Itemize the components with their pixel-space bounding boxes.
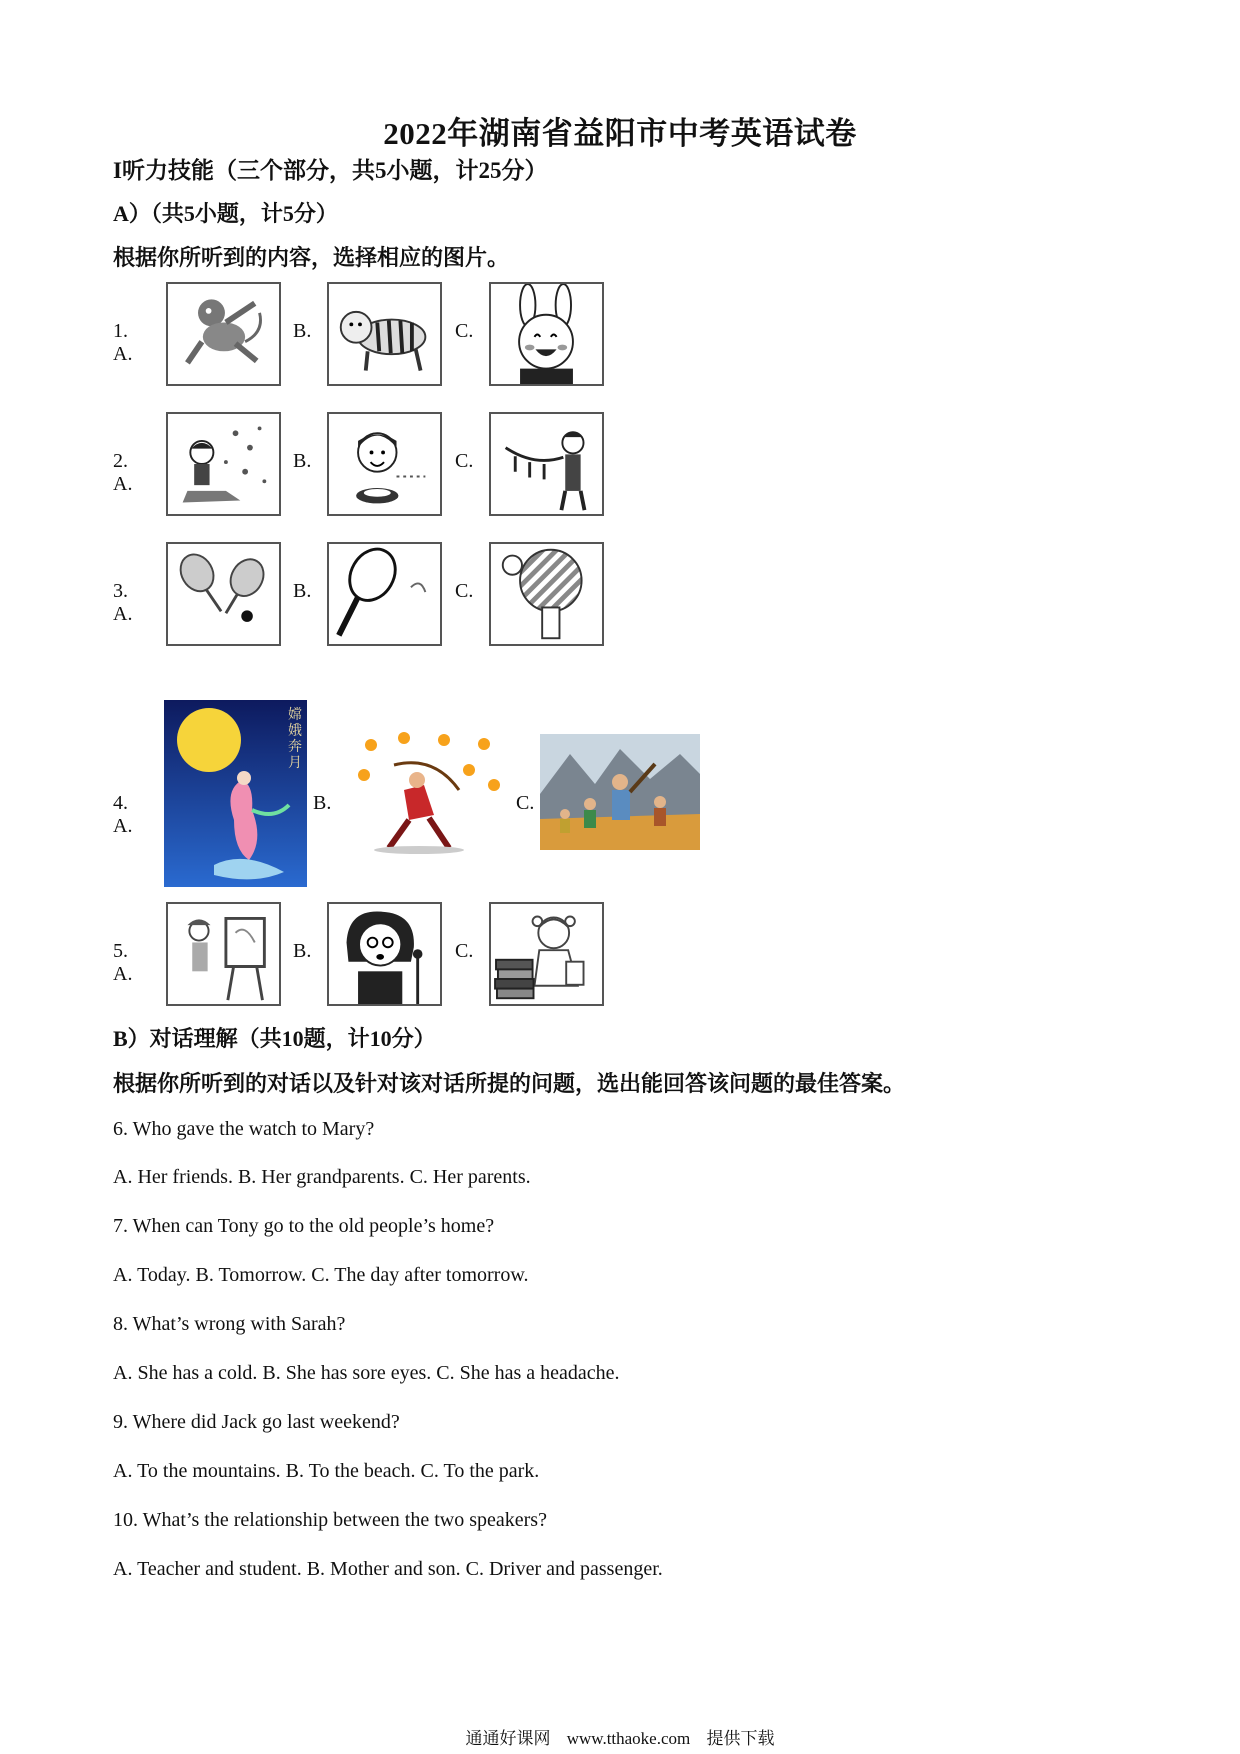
question-number: 3. A. xyxy=(113,580,133,625)
houyi-shooting-suns-icon xyxy=(349,730,509,855)
question-number: 5. A. xyxy=(113,940,133,985)
boy-swimming-icon xyxy=(327,412,442,516)
option-c-label: C. xyxy=(516,792,535,814)
question-9: 9. Where did Jack go last weekend? xyxy=(113,1411,400,1433)
section-heading: I听力技能（三个部分，共5小题，计25分） xyxy=(113,158,548,183)
reading-girl-icon xyxy=(489,902,604,1006)
question-6: 6. Who gave the watch to Mary? xyxy=(113,1118,375,1140)
answer-options-8: A. She has a cold. B. She has sore eyes. C. She has a headache. xyxy=(113,1362,620,1384)
tiger-icon xyxy=(327,282,442,386)
footer-note: 提供下载 xyxy=(706,1729,775,1748)
answer-options-7: A. Today. B. Tomorrow. C. The day after tomorrow. xyxy=(113,1264,529,1286)
answer-options-9: A. To the mountains. B. To the beach. C. To the park. xyxy=(113,1460,540,1482)
moon-caption: 嫦娥奔月 xyxy=(288,708,302,771)
option-c-label: C. xyxy=(455,580,474,602)
question-number: 1. A. xyxy=(113,320,133,365)
option-c-label: C. xyxy=(455,320,474,342)
monkey-icon xyxy=(166,282,281,386)
answer-options-6: A. Her friends. B. Her grandparents. C. Her parents. xyxy=(113,1166,531,1188)
option-b-label: B. xyxy=(293,580,312,602)
footer-site-name: 通通好课网 xyxy=(465,1729,551,1748)
singing-girl-icon xyxy=(327,902,442,1006)
part-b-heading: B）对话理解（共10题，计10分） xyxy=(113,1026,436,1051)
boy-leaves-icon xyxy=(166,412,281,516)
change-flying-to-moon-icon xyxy=(164,700,307,887)
option-b-label: B. xyxy=(313,792,332,814)
answer-options-10: A. Teacher and student. B. Mother and son. C. Driver and passenger. xyxy=(113,1558,663,1580)
ping-pong-paddle-icon xyxy=(489,542,604,646)
badminton-icon xyxy=(166,542,281,646)
option-b-label: B. xyxy=(293,450,312,472)
yugong-moving-mountains-icon xyxy=(540,734,700,850)
question-number: 2. A. xyxy=(113,450,133,495)
part-b-instruction: 根据你所听到的对话以及针对该对话所提的问题，选出能回答该问题的最佳答案。 xyxy=(113,1071,906,1096)
part-a-instruction: 根据你所听到的内容，选择相应的图片。 xyxy=(113,245,510,270)
snowman-boy-icon xyxy=(489,412,604,516)
tennis-racket-icon xyxy=(327,542,442,646)
page-title: 2022年湖南省益阳市中考英语试卷 xyxy=(383,116,857,151)
option-c-label: C. xyxy=(455,450,474,472)
part-a-heading: A）（共5小题，计5分） xyxy=(113,201,338,226)
footer-url[interactable]: www.tthaoke.com xyxy=(566,1729,691,1748)
option-b-label: B. xyxy=(293,320,312,342)
option-c-label: C. xyxy=(455,940,474,962)
question-8: 8. What’s wrong with Sarah? xyxy=(113,1313,346,1335)
page-footer xyxy=(0,1724,1240,1749)
question-number: 4. A. xyxy=(113,792,133,837)
option-b-label: B. xyxy=(293,940,312,962)
painting-girl-icon xyxy=(166,902,281,1006)
rabbit-icon xyxy=(489,282,604,386)
question-10: 10. What’s the relationship between the two speakers? xyxy=(113,1509,547,1531)
question-7: 7. When can Tony go to the old people’s home? xyxy=(113,1215,495,1237)
